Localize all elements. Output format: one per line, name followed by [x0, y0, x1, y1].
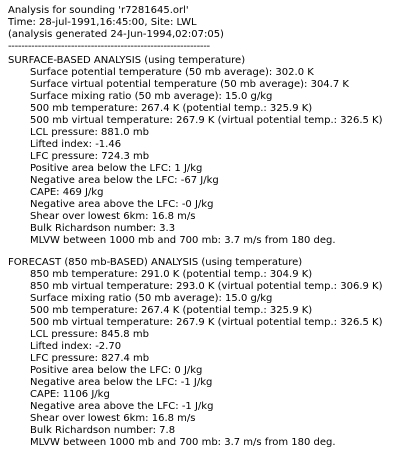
forecast-item: MLVW between 1000 mb and 700 mb: 3.7 m/s from 180 deg.: [30, 437, 336, 448]
surface-item: Lifted index: -1.46: [30, 139, 122, 150]
header-divider: -------------------------------------------------------------: [8, 41, 210, 52]
surface-analysis-title: SURFACE-BASED ANALYSIS (using temperature): [8, 55, 246, 66]
surface-item: Negative area below the LFC: -67 J/kg: [30, 175, 219, 186]
forecast-item: Bulk Richardson number: 7.8: [30, 425, 176, 436]
forecast-item: CAPE: 1106 J/kg: [30, 389, 110, 400]
sounding-title: Analysis for sounding 'r7281645.orl': [8, 5, 189, 16]
surface-item: Shear over lowest 6km: 16.8 m/s: [30, 211, 196, 222]
surface-item: CAPE: 469 J/kg: [30, 187, 104, 198]
surface-item: Positive area below the LFC: 1 J/kg: [30, 163, 203, 174]
surface-item: LCL pressure: 881.0 mb: [30, 127, 149, 138]
forecast-item: LCL pressure: 845.8 mb: [30, 329, 149, 340]
forecast-item: Surface mixing ratio (50 mb average): 15.0 g/kg: [30, 293, 273, 304]
analysis-report: [8, 5, 412, 449]
forecast-analysis-title: FORECAST (850 mb-BASED) ANALYSIS (using temperature): [8, 257, 303, 268]
forecast-item: LFC pressure: 827.4 mb: [30, 353, 150, 364]
forecast-item: 500 mb virtual temperature: 267.9 K (virtual potential temp.: 326.5 K): [30, 317, 383, 328]
surface-item: 500 mb temperature: 267.4 K (potential temp.: 325.9 K): [30, 103, 313, 114]
sounding-time-site: Time: 28-jul-1991,16:45:00, Site: LWL: [8, 17, 197, 28]
forecast-item: Negative area below the LFC: -1 J/kg: [30, 377, 213, 388]
forecast-item: 500 mb temperature: 267.4 K (potential temp.: 325.9 K): [30, 305, 313, 316]
forecast-item: Positive area below the LFC: 0 J/kg: [30, 365, 203, 376]
surface-item: MLVW between 1000 mb and 700 mb: 3.7 m/s from 180 deg.: [30, 235, 336, 246]
forecast-item: Lifted index: -2.70: [30, 341, 122, 352]
forecast-item: 850 mb virtual temperature: 293.0 K (virtual potential temp.: 306.9 K): [30, 281, 383, 292]
forecast-item: Negative area above the LFC: -1 J/kg: [30, 401, 214, 412]
forecast-item: Shear over lowest 6km: 16.8 m/s: [30, 413, 196, 424]
surface-item: Surface potential temperature (50 mb average): 302.0 K: [30, 67, 314, 78]
forecast-analysis-list: [8, 269, 412, 449]
surface-item: Negative area above the LFC: -0 J/kg: [30, 199, 214, 210]
forecast-item: 850 mb temperature: 291.0 K (potential temp.: 304.9 K): [30, 269, 313, 280]
surface-item: LFC pressure: 724.3 mb: [30, 151, 150, 162]
surface-item: Bulk Richardson number: 3.3: [30, 223, 176, 234]
surface-analysis-list: [8, 67, 412, 247]
surface-item: Surface mixing ratio (50 mb average): 15.0 g/kg: [30, 91, 273, 102]
analysis-generated-time: (analysis generated 24-Jun-1994,02:07:05): [8, 29, 224, 40]
surface-item: 500 mb virtual temperature: 267.9 K (virtual potential temp.: 326.5 K): [30, 115, 383, 126]
surface-item: Surface virtual potential temperature (50 mb average): 304.7 K: [30, 79, 349, 90]
